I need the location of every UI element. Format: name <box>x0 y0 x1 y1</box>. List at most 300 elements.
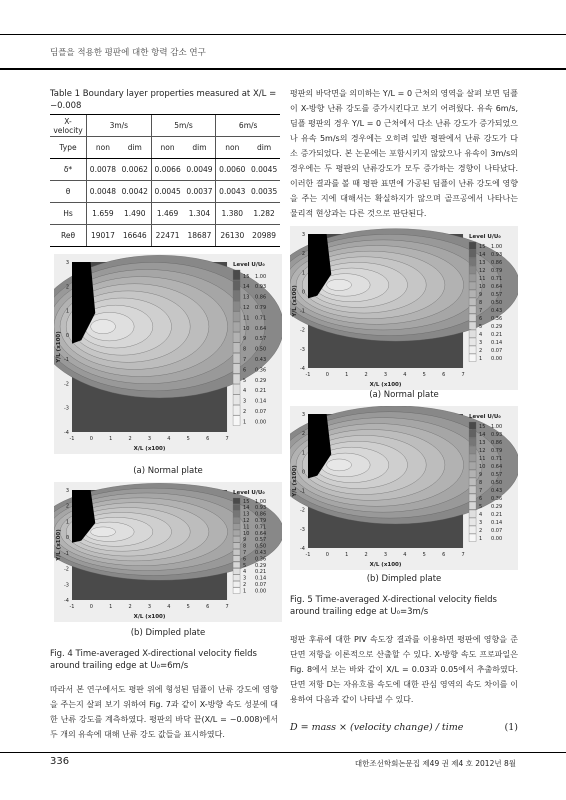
y-tick-label: 1 <box>65 308 69 315</box>
type-header: non <box>151 137 183 159</box>
legend-level: 11 <box>243 315 250 322</box>
footer-rule <box>0 752 566 753</box>
y-tick-label: -2 <box>64 381 69 388</box>
legend-value: 0.71 <box>255 524 267 531</box>
legend-value: 0.00 <box>491 536 503 542</box>
y-tick-label: -1 <box>64 357 69 364</box>
legend-level: 8 <box>479 480 483 486</box>
legend-level: 4 <box>243 388 247 395</box>
legend-level: 7 <box>243 550 247 556</box>
legend-swatch <box>233 291 240 301</box>
legend-level: 11 <box>243 524 250 531</box>
legend-swatch <box>233 581 240 587</box>
x-tick-label: 3 <box>383 372 388 378</box>
legend-value: 0.93 <box>255 284 267 291</box>
type-header: non <box>216 137 248 159</box>
legend-swatch <box>469 290 476 298</box>
legend-level: 3 <box>243 575 247 582</box>
legend-swatch <box>469 478 476 486</box>
legend-swatch <box>233 556 240 562</box>
legend-value: 0.43 <box>491 488 503 494</box>
legend-value: 0.14 <box>491 340 503 346</box>
legend-level: 9 <box>243 336 247 343</box>
x-tick-label: 2 <box>128 436 132 442</box>
legend-value: 1.00 <box>491 424 503 430</box>
legend-value: 0.57 <box>255 537 267 544</box>
type-header: dim <box>248 137 280 159</box>
legend-swatch <box>233 301 240 311</box>
legend-value: 0.50 <box>491 300 503 306</box>
legend-swatch <box>469 306 476 314</box>
legend-level: 14 <box>479 432 486 438</box>
legend-level: 6 <box>479 496 483 502</box>
fig4-caption <box>50 648 280 672</box>
left-paragraph: 따라서 본 연구에서도 평판 위에 형성된 딤플이 난류 강도에 영향을 주는지 살펴 보기 위하여 Fig. 7과 같이 X-방향 속도 성분에 대한 난류 강도를 계측하였다. 평판의 바닥 끝(X/L = −0.008)에서 두 개의 유속에 대해 난류 강도 값들을 표시하였다. <box>50 685 278 739</box>
legend-value: 0.00 <box>255 588 267 595</box>
legend-swatch <box>233 280 240 290</box>
legend-swatch <box>233 504 240 510</box>
right-paragraph-2: 평판 후류에 대한 PIV 속도장 결과를 이용하면 평판에 영향을 준 단면 저항을 이론적으로 산출할 수 있다. X-방향 속도 프로파일은 Fig. 8에서 보는 바와 같이 X/L = 0.03과 0.05에서 추출하였다. 단면 저항 D는 자유흐름 속도에 대한 관심 영역의 속도 차이를 이용하여 다음과 같이 나타낼 수 있다. <box>290 635 518 704</box>
legend-swatch <box>469 510 476 518</box>
y-tick-label: -3 <box>64 582 69 589</box>
equation-number: (1) <box>504 722 518 733</box>
legend-swatch <box>469 266 476 274</box>
legend-level: 15 <box>479 244 486 250</box>
legend-level: 7 <box>479 308 483 314</box>
legend-value: 0.00 <box>255 419 267 426</box>
x-tick-label: 2 <box>364 552 368 558</box>
x-tick-label: 0 <box>325 372 329 378</box>
legend-value: 0.21 <box>491 332 503 338</box>
legend-title: Level U/U₀ <box>469 234 501 240</box>
contour-plot <box>54 254 282 454</box>
fig5-subcaption-b: (b) Dimpled plate <box>366 574 442 584</box>
legend-value: 0.36 <box>255 367 267 374</box>
legend-swatch <box>469 242 476 250</box>
legend-value: 0.64 <box>491 464 503 470</box>
x-tick-label: 5 <box>422 372 426 378</box>
table-cell: 19017 <box>87 225 119 247</box>
legend-swatch <box>233 568 240 574</box>
legend-swatch <box>469 502 476 510</box>
legend-swatch <box>233 524 240 530</box>
legend-value: 0.00 <box>491 356 503 362</box>
legend-level: 5 <box>479 324 483 330</box>
fig5-plot-dimpled <box>290 406 518 570</box>
x-tick-label: 1 <box>345 372 349 378</box>
table-cell: 18687 <box>184 225 216 247</box>
legend-swatch <box>469 298 476 306</box>
x-tick-label: 0 <box>89 436 93 442</box>
legend-level: 4 <box>479 512 483 518</box>
type-label: Type <box>50 137 87 159</box>
y-tick-label: -4 <box>300 366 305 372</box>
x-tick-label: 3 <box>383 552 388 558</box>
equation-1 <box>290 722 518 733</box>
type-header: non <box>87 137 119 159</box>
speed-header: 5m/s <box>151 115 216 137</box>
fig4-subcaption-b: (b) Dimpled plate <box>130 628 206 638</box>
x-tick-label: 7 <box>225 604 229 610</box>
x-tick-label: 3 <box>147 436 152 442</box>
y-tick-label: 0 <box>65 332 69 339</box>
page-number: 336 <box>50 756 70 767</box>
legend-level: 8 <box>243 543 247 550</box>
fig5-caption <box>290 594 518 618</box>
legend-level: 12 <box>479 448 486 454</box>
legend-title: Level U/U₀ <box>233 262 265 268</box>
legend-swatch <box>469 354 476 362</box>
legend-value: 0.93 <box>491 252 503 258</box>
legend-level: 5 <box>479 504 483 510</box>
legend-swatch <box>469 526 476 534</box>
y-tick-label: 3 <box>65 488 69 494</box>
legend-swatch <box>233 405 240 415</box>
table-cell: 16646 <box>119 225 151 247</box>
legend-swatch <box>469 422 476 430</box>
fig4-plot-normal <box>54 254 282 454</box>
y-tick-label: -4 <box>300 546 305 552</box>
x-tick-label: -1 <box>69 604 75 610</box>
legend-swatch <box>469 494 476 502</box>
legend-swatch <box>233 322 240 332</box>
x-tick-label: 5 <box>422 552 426 558</box>
x-tick-label: 4 <box>167 436 171 442</box>
legend-level: 1 <box>479 356 483 362</box>
row-label: δ* <box>50 159 87 181</box>
legend-level: 3 <box>243 398 247 405</box>
legend-value: 0.50 <box>491 480 503 486</box>
legend-swatch <box>469 486 476 494</box>
y-tick-label: 2 <box>65 503 69 510</box>
y-tick-label: -3 <box>300 526 305 533</box>
legend-value: 0.21 <box>491 512 503 518</box>
legend-swatch <box>233 511 240 517</box>
legend-value: 0.86 <box>255 511 267 518</box>
table-cell: 1.490 <box>119 203 151 225</box>
x-tick-label: 5 <box>186 436 190 442</box>
table-row <box>50 225 280 247</box>
y-tick-label: 2 <box>301 431 305 438</box>
y-tick-label: -3 <box>300 346 305 353</box>
legend-value: 0.21 <box>255 569 267 576</box>
fig4-subcaption-a: (a) Normal plate <box>133 466 203 476</box>
table-cell: 0.0037 <box>184 181 216 203</box>
x-axis-label: X/L (x100) <box>369 382 402 388</box>
legend-swatch <box>233 549 240 555</box>
y-tick-label: -1 <box>300 308 305 315</box>
table-cell: 0.0060 <box>216 159 248 181</box>
legend-swatch <box>469 282 476 290</box>
legend-level: 6 <box>243 556 247 563</box>
legend-swatch <box>469 250 476 258</box>
y-tick-label: 2 <box>301 251 305 258</box>
legend-value: 0.86 <box>491 440 503 446</box>
speed-label: X-velocity <box>50 115 87 137</box>
legend-level: 10 <box>243 530 250 537</box>
legend-level: 1 <box>243 419 247 426</box>
row-label: θ <box>50 181 87 203</box>
legend-value: 0.57 <box>255 336 267 343</box>
legend-swatch <box>469 518 476 526</box>
x-axis-label: X/L (x100) <box>133 446 166 452</box>
y-tick-label: -3 <box>64 405 69 412</box>
legend-level: 5 <box>243 562 247 569</box>
legend-swatch <box>233 543 240 549</box>
x-tick-label: 7 <box>461 552 465 558</box>
running-title: 딤플을 적용한 평판에 대한 항력 감소 연구 <box>50 48 206 58</box>
equation-text: D = mass × (velocity change) / time <box>290 722 464 733</box>
legend-swatch <box>469 470 476 478</box>
table-cell: 0.0062 <box>119 159 151 181</box>
speed-header: 6m/s <box>216 115 280 137</box>
contour-plot <box>54 482 282 622</box>
legend-swatch <box>233 416 240 426</box>
row-label: Hs <box>50 203 87 225</box>
legend-level: 15 <box>479 424 486 430</box>
legend-swatch <box>233 312 240 322</box>
wake-contour <box>91 319 116 333</box>
legend-value: 0.64 <box>255 325 267 332</box>
table-cell: 0.0042 <box>119 181 151 203</box>
legend-swatch <box>469 454 476 462</box>
table-cell: 1.659 <box>87 203 119 225</box>
legend-value: 0.07 <box>491 528 503 534</box>
y-tick-label: -1 <box>64 550 69 557</box>
legend-level: 7 <box>243 357 247 363</box>
table-cell: 0.0035 <box>248 181 280 203</box>
legend-swatch <box>469 322 476 330</box>
legend-level: 12 <box>479 268 486 274</box>
legend-level: 4 <box>243 569 247 576</box>
legend-level: 6 <box>243 367 247 374</box>
legend-value: 0.71 <box>255 315 267 322</box>
x-tick-label: 7 <box>225 436 229 442</box>
legend-value: 0.71 <box>491 456 503 462</box>
legend-swatch <box>469 446 476 454</box>
x-tick-label: 1 <box>109 604 113 610</box>
legend-swatch <box>233 332 240 342</box>
type-header: dim <box>184 137 216 159</box>
legend-swatch <box>469 314 476 322</box>
x-tick-label: 2 <box>364 372 368 378</box>
y-tick-label: 2 <box>65 284 69 291</box>
legend-level: 13 <box>479 440 486 446</box>
right-paragraph-1: 평판의 바닥면을 의미하는 Y/L = 0 근처의 영역을 살펴 보면 딤플이 X-방향 난류 강도를 증가시킨다고 보기 어려웠다. 유속 6m/s, 딤플 평판의 경우 Y/L = 0 근처에서 다소 난류 강도가 증가되었으나 유속 5m/s의 경우에는 오히려 일반 평판에서 난류 강도가 다소 증가되었다. 본 논문에는 포함시키지 않았으나 유속이 3m/s의 경우에는 두 평판의 난류강도가 모두 증가하는 경향이 나타났다. 이러한 결과를 볼 때 평판 표면에 가공된 딤플이 난류 강도에 영향을 주는 지에 대해서는 확실하지가 않으며 골프공에서 나타나는 물리적 현상과는 다른 것으로 판단된다. <box>290 89 518 218</box>
y-tick-label: 3 <box>301 412 305 418</box>
legend-title: Level U/U₀ <box>233 490 265 496</box>
x-tick-label: 6 <box>442 552 446 558</box>
legend-value: 0.93 <box>491 432 503 438</box>
legend-value: 0.14 <box>255 398 267 405</box>
legend-swatch <box>469 330 476 338</box>
legend-value: 0.57 <box>491 292 503 298</box>
fig4-plot-dimpled <box>54 482 282 622</box>
legend-swatch <box>469 462 476 470</box>
row-label: Reθ <box>50 225 87 247</box>
wake-contour <box>327 459 352 471</box>
legend-swatch <box>469 258 476 266</box>
legend-level: 2 <box>479 528 483 534</box>
legend-value: 0.07 <box>255 409 267 415</box>
legend-value: 0.64 <box>491 284 503 290</box>
legend-value: 0.29 <box>255 377 267 384</box>
x-tick-label: -1 <box>69 436 75 442</box>
y-tick-label: -2 <box>64 566 69 573</box>
legend-value: 0.43 <box>491 308 503 314</box>
legend-level: 7 <box>479 488 483 494</box>
legend-value: 0.36 <box>255 556 267 563</box>
legend-level: 15 <box>243 498 250 505</box>
legend-value: 0.50 <box>255 346 267 353</box>
x-tick-label: 6 <box>206 436 210 442</box>
legend-swatch <box>469 430 476 438</box>
legend-level: 1 <box>243 588 247 595</box>
legend-value: 0.29 <box>491 504 503 510</box>
x-tick-label: 1 <box>345 552 349 558</box>
legend-level: 12 <box>243 305 250 311</box>
legend-swatch <box>233 536 240 542</box>
legend-level: 14 <box>479 252 486 258</box>
x-tick-label: 0 <box>325 552 329 558</box>
table-caption: Table 1 Boundary layer properties measured at X/L = −0.008 <box>50 89 277 111</box>
x-tick-label: 4 <box>403 372 407 378</box>
legend-value: 0.29 <box>255 562 267 569</box>
legend-level: 10 <box>243 325 250 332</box>
boundary-layer-table <box>50 114 280 247</box>
legend-value: 0.86 <box>491 260 503 266</box>
legend-level: 5 <box>243 377 247 384</box>
wake-contour <box>91 527 116 537</box>
legend-level: 8 <box>479 300 483 306</box>
fig5-subcaption-a: (a) Normal plate <box>369 390 439 400</box>
table-cell: 20989 <box>248 225 280 247</box>
legend-level: 1 <box>479 536 483 542</box>
legend-level: 12 <box>243 518 250 524</box>
legend-level: 3 <box>479 520 483 526</box>
legend-value: 0.07 <box>255 582 267 588</box>
x-tick-label: 7 <box>461 372 465 378</box>
table-cell: 1.304 <box>184 203 216 225</box>
legend-value: 0.14 <box>491 520 503 526</box>
legend-value: 0.14 <box>255 575 267 582</box>
legend-value: 1.00 <box>255 273 267 280</box>
fig4-caption-text: Fig. 4 Time-averaged X-directional velocity fields around trailing edge at U₀=6m/s <box>50 649 257 671</box>
legend-value: 0.36 <box>491 316 503 322</box>
legend-value: 0.43 <box>255 550 267 556</box>
legend-level: 6 <box>479 316 483 322</box>
x-tick-label: 5 <box>186 604 190 610</box>
legend-swatch <box>469 338 476 346</box>
legend-level: 14 <box>243 505 250 512</box>
table-header-speed <box>50 115 280 137</box>
x-tick-label: 3 <box>147 604 152 610</box>
table-cell: 0.0048 <box>87 181 119 203</box>
header-rule <box>0 68 566 70</box>
legend-swatch <box>233 364 240 374</box>
legend-level: 9 <box>479 472 483 478</box>
legend-level: 9 <box>479 292 483 298</box>
y-axis-label: Y/L (x100) <box>56 331 62 363</box>
legend-value: 1.00 <box>255 498 267 505</box>
legend-swatch <box>233 374 240 384</box>
table-cell: 1.469 <box>151 203 183 225</box>
legend-swatch <box>233 395 240 405</box>
speed-header: 3m/s <box>87 115 152 137</box>
table-row <box>50 159 280 181</box>
legend-level: 2 <box>243 582 247 588</box>
table-cell: 0.0049 <box>184 159 216 181</box>
x-tick-label: 6 <box>442 372 446 378</box>
y-tick-label: 1 <box>301 450 305 457</box>
legend-swatch <box>469 438 476 446</box>
y-tick-label: 3 <box>65 260 69 266</box>
x-axis-label: X/L (x100) <box>133 614 166 620</box>
legend-swatch <box>469 346 476 354</box>
legend-level: 13 <box>479 260 486 266</box>
x-tick-label: 4 <box>167 604 171 610</box>
y-tick-label: 0 <box>301 469 305 476</box>
table-cell: 22471 <box>151 225 183 247</box>
legend-value: 0.43 <box>255 357 267 363</box>
y-axis-label: Y/L (x100) <box>292 465 298 497</box>
legend-value: 0.36 <box>491 496 503 502</box>
y-tick-label: 0 <box>301 289 305 296</box>
legend-swatch <box>233 517 240 523</box>
legend-level: 9 <box>243 537 247 544</box>
table-row <box>50 181 280 203</box>
wake-contour <box>327 279 352 290</box>
legend-level: 10 <box>479 464 486 470</box>
legend-level: 13 <box>243 294 250 301</box>
x-axis-label: X/L (x100) <box>369 562 402 568</box>
x-tick-label: 4 <box>403 552 407 558</box>
legend-swatch <box>233 343 240 353</box>
contour-plot <box>290 406 518 570</box>
legend-value: 0.86 <box>255 294 267 301</box>
legend-level: 14 <box>243 284 250 291</box>
type-header: dim <box>119 137 151 159</box>
table-cell: 0.0045 <box>248 159 280 181</box>
table-cell: 1.282 <box>248 203 280 225</box>
table-cell: 0.0043 <box>216 181 248 203</box>
legend-value: 0.79 <box>491 448 503 454</box>
legend-swatch <box>233 575 240 581</box>
legend-value: 1.00 <box>491 244 503 250</box>
x-tick-label: 2 <box>128 604 132 610</box>
journal-info: 대한조선학회논문집 제49 권 제4 호 2012년 8월 <box>354 759 516 768</box>
table-row <box>50 203 280 225</box>
y-tick-label: -1 <box>300 488 305 495</box>
legend-value: 0.79 <box>491 268 503 274</box>
y-tick-label: 1 <box>65 519 69 526</box>
legend-value: 0.50 <box>255 543 267 550</box>
y-tick-label: -4 <box>64 598 69 604</box>
legend-level: 4 <box>479 332 483 338</box>
x-tick-label: -1 <box>305 552 311 558</box>
x-tick-label: -1 <box>305 372 311 378</box>
y-tick-label: -4 <box>64 430 69 436</box>
y-tick-label: -2 <box>300 507 305 514</box>
y-tick-label: 0 <box>65 535 69 542</box>
legend-level: 10 <box>479 284 486 290</box>
legend-swatch <box>233 530 240 536</box>
top-rule <box>0 34 566 35</box>
legend-swatch <box>233 270 240 280</box>
x-tick-label: 0 <box>89 604 93 610</box>
legend-level: 11 <box>479 456 486 462</box>
legend-level: 11 <box>479 276 486 282</box>
